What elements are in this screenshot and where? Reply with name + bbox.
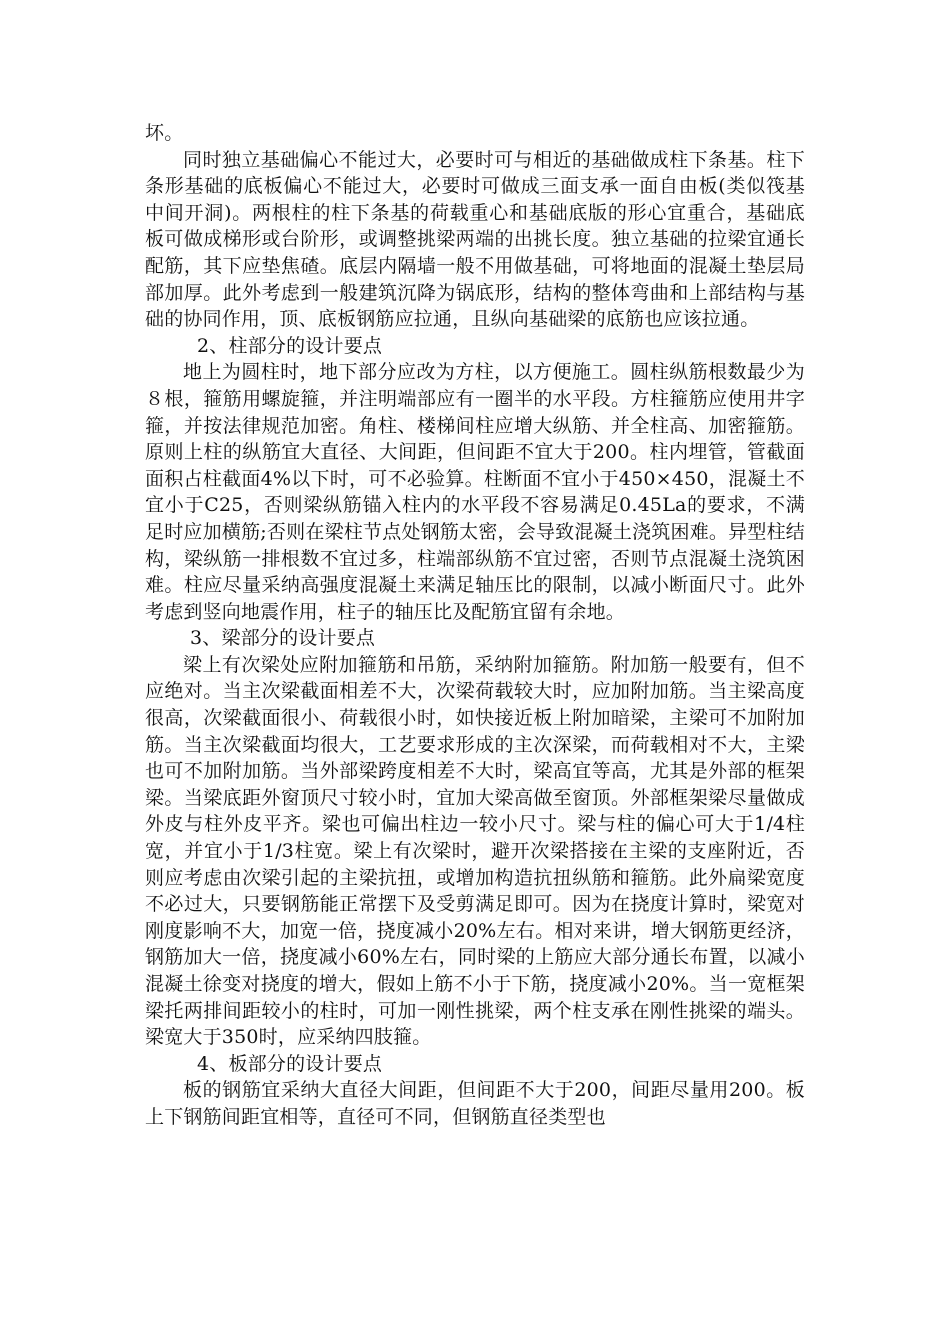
- section-heading-slab: 4、板部分的设计要点: [197, 1052, 383, 1075]
- paragraph-slab: 板的钢筋宜采纳大直径大间距，但间距不大于200，间距尽量用200。板上下钢筋间距宜相等，直径可不同，但钢筋直径类型也: [145, 1079, 805, 1128]
- paragraph-continuation: 坏。: [145, 122, 184, 144]
- section-heading-beam: 3、梁部分的设计要点: [190, 627, 376, 650]
- paragraph-foundation: 同时独立基础偏心不能过大，必要时可与相近的基础做成柱下条基。柱下条形基础的底板偏心不能过大，必要时可做成三面支承一面自由板(类似筏基中间开洞)。两根柱的柱下条基的荷载重心和基础底版的形心宜重合，基础底板可做成梯形或台阶形，或调整挑梁两端的出挑长度。独立基础的拉梁宜通长配筋，其下应垫焦碴。底层内隔墙一般不用做基础，可将地面的混凝土垫层局部加厚。此外考虑到一般建筑沉降为锅底形，结构的整体弯曲和上部结构与基础的协同作用，顶、底板钢筋应拉通，且纵向基础梁的底筋也应该拉通。: [145, 148, 805, 331]
- section-heading-column: 2、柱部分的设计要点: [197, 334, 383, 357]
- paragraph-beam: 梁上有次梁处应附加箍筋和吊筋，采纳附加箍筋。附加筋一般要有，但不应绝对。当主次梁截面相差不大，次梁荷载较大时，应加附加筋。当主梁高度很高，次梁截面很小、荷载很小时，如快接近板上附加暗梁，主梁可不加附加筋。当主次梁截面均很大，工艺要求形成的主次深梁，而荷载相对不大，主梁也可不加附加筋。当外部梁跨度相差不大时，梁高宜等高，尤其是外部的框架梁。当梁底距外窗顶尺寸较小时，宜加大梁高做至窗顶。外部框架梁尽量做成外皮与柱外皮平齐。梁也可偏出柱边一较小尺寸。梁与柱的偏心可大于1/4柱宽，并宜小于1/3柱宽。梁上有次梁时，避开次梁搭接在主梁的支座附近，否则应考虑由次梁引起的主梁抗扭，或增加构造抗扭纵筋和箍筋。此外扁梁宽度不必过大，只要钢筋能正常摆下及受剪满足即可。因为在挠度计算时，梁宽对刚度影响不大，加宽一倍，挠度减小20%左右。相对来讲，增大钢筋更经济，钢筋加大一倍，挠度减小60%左右，同时梁的上筋应大部分通长布置，以减小混凝土徐变对挠度的增大，假如上筋不小于下筋，挠度减小20%。当一宽框架梁托两排间距较小的柱时，可加一刚性挑梁，两个柱支承在刚性挑梁的端头。梁宽大于350时，应采纳四肢箍。: [145, 653, 805, 1049]
- document-body: [145, 120, 805, 1131]
- paragraph-column: 地上为圆柱时，地下部分应改为方柱，以方便施工。圆柱纵筋根数最少为８根，箍筋用螺旋箍，并注明端部应有一圈半的水平段。方柱箍筋应使用井字箍，并按法律规范加密。角柱、楼梯间柱应增大纵筋、并全柱高、加密箍筋。原则上柱的纵筋宜大直径、大间距，但间距不宜大于200。柱内埋管，管截面面积占柱截面4%以下时，可不必验算。柱断面不宜小于450×450，混凝土不宜小于C25，否则梁纵筋锚入柱内的水平段不容易满足0.45La的要求，不满足时应加横筋;否则在梁柱节点处钢筋太密，会导致混凝土浇筑困难。异型柱结构，梁纵筋一排根数不宜过多，柱端部纵筋不宜过密，否则节点混凝土浇筑困难。柱应尽量采纳高强度混凝土来满足轴压比的限制，以减小断面尺寸。此外考虑到竖向地震作用，柱子的轴压比及配筋宜留有余地。: [145, 361, 805, 623]
